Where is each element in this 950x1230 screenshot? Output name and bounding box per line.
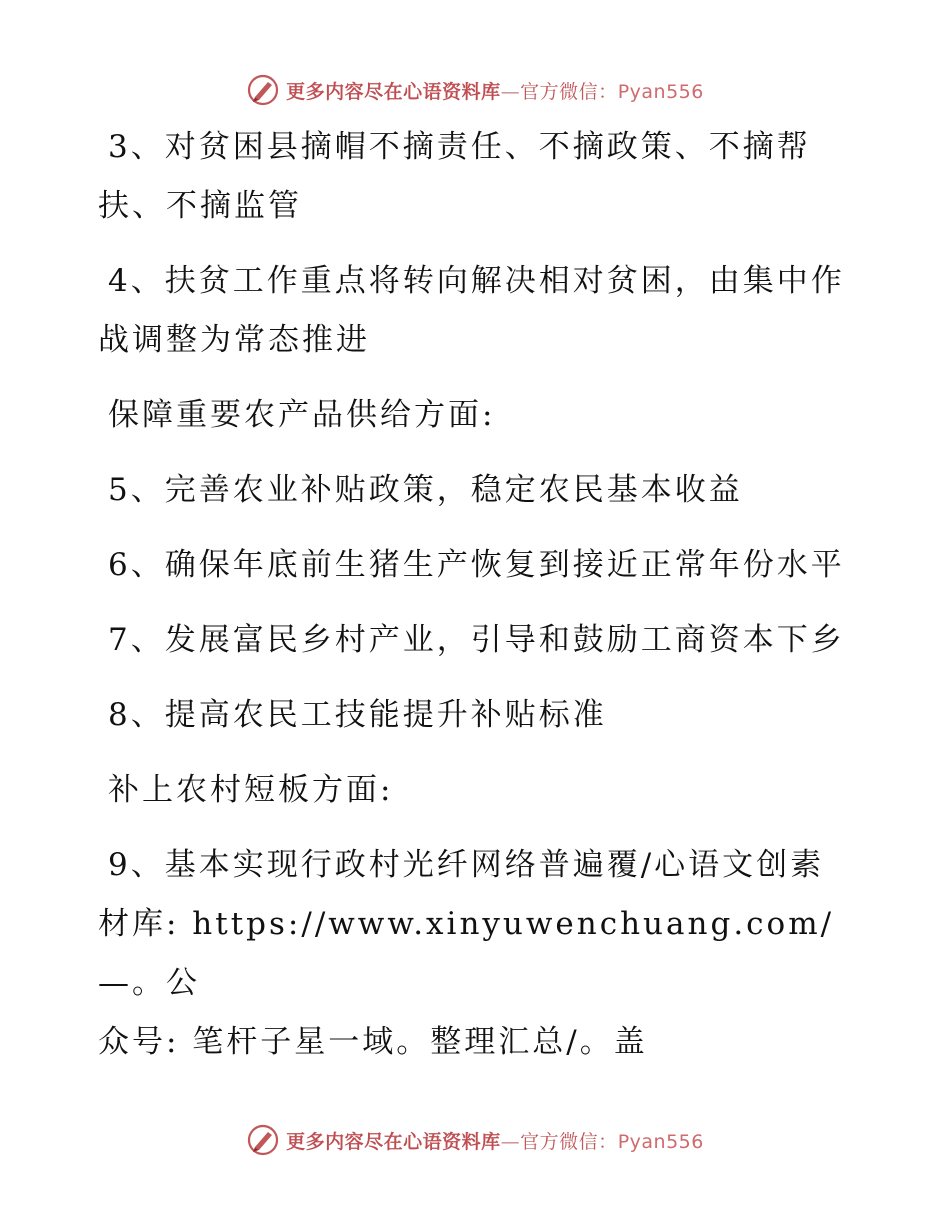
paragraph-8 bbox=[98, 686, 858, 745]
paragraph-4 bbox=[98, 252, 858, 370]
watermark-separator: — bbox=[500, 1130, 521, 1153]
watermark-main: 更多内容尽在心语资料库 bbox=[286, 1130, 501, 1153]
paragraph-7 bbox=[98, 611, 858, 670]
paragraph-line: 材库: https://www.xinyuwenchuang.com/—。公 bbox=[98, 906, 835, 1001]
watermark-main: 更多内容尽在心语资料库 bbox=[286, 80, 501, 103]
paragraph-9 bbox=[98, 836, 858, 1072]
paragraph-6 bbox=[98, 536, 858, 595]
paragraph-line: 3、对贫困县摘帽不摘责任、不摘政策、不摘帮 bbox=[108, 129, 811, 165]
pen-logo-icon bbox=[246, 1123, 280, 1157]
paragraph-3 bbox=[98, 118, 858, 236]
paragraph-line: 9、基本实现行政村光纤网络普遍覆/心语文创素 bbox=[108, 847, 825, 883]
section-heading-supply bbox=[98, 386, 858, 445]
watermark-contact: 官方微信： bbox=[520, 1130, 618, 1153]
document-body bbox=[98, 118, 858, 1088]
section-heading-shortboard bbox=[98, 761, 858, 820]
paragraph-line: 补上农村短板方面: bbox=[108, 772, 394, 808]
watermark-text bbox=[286, 1127, 704, 1154]
paragraph-line: 8、提高农民工技能提升补贴标准 bbox=[108, 697, 607, 733]
paragraph-5 bbox=[98, 461, 858, 520]
watermark-footer bbox=[0, 1118, 950, 1162]
watermark-separator: — bbox=[500, 80, 521, 103]
watermark-id: Pyan556 bbox=[617, 80, 704, 103]
watermark-text bbox=[286, 77, 704, 104]
pen-logo-icon bbox=[246, 73, 280, 107]
paragraph-line: 4、扶贫工作重点将转向解决相对贫困，由集中作 bbox=[108, 263, 845, 299]
watermark-header bbox=[0, 68, 950, 112]
paragraph-line: 保障重要农产品供给方面: bbox=[108, 397, 496, 433]
paragraph-line: 7、发展富民乡村产业，引导和鼓励工商资本下乡 bbox=[108, 622, 845, 658]
paragraph-line: 众号: 笔杆子星一域。整理汇总/。盖 bbox=[98, 1024, 648, 1060]
paragraph-line: 6、确保年底前生猪生产恢复到接近正常年份水平 bbox=[108, 547, 845, 583]
paragraph-line: 5、完善农业补贴政策，稳定农民基本收益 bbox=[108, 472, 743, 508]
watermark-id: Pyan556 bbox=[617, 1130, 704, 1153]
paragraph-line: 扶、不摘监管 bbox=[98, 188, 302, 224]
watermark-contact: 官方微信： bbox=[520, 80, 618, 103]
paragraph-line: 战调整为常态推进 bbox=[98, 322, 370, 358]
